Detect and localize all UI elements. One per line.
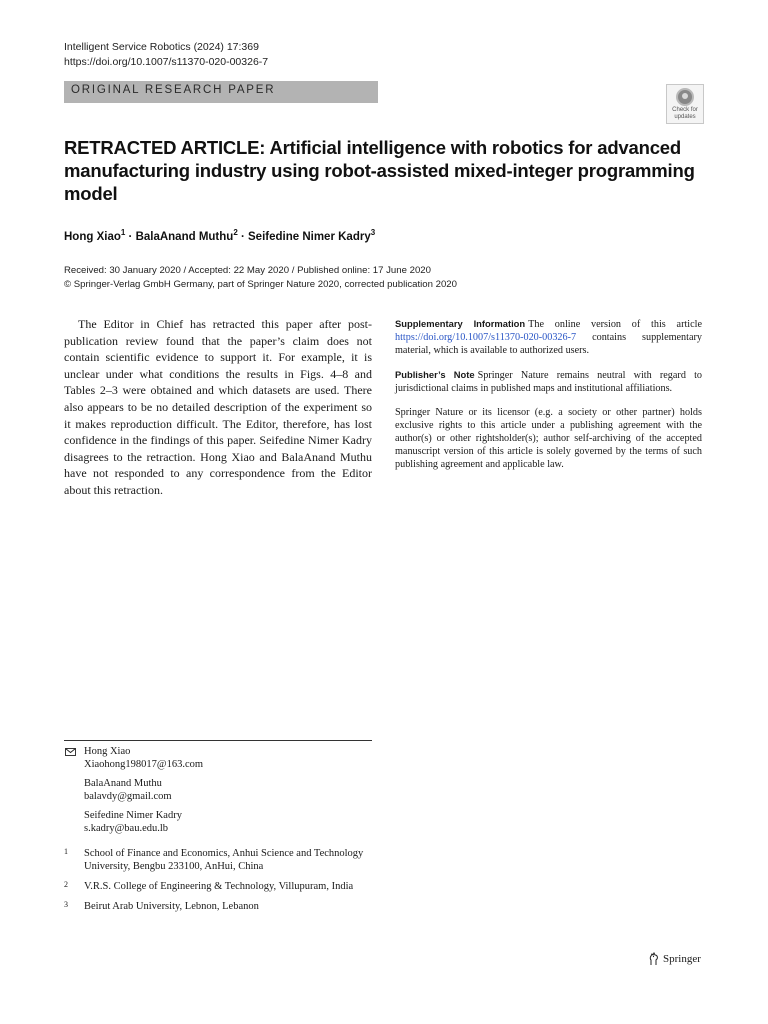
supplementary-label: Supplementary Information [395,318,526,329]
paper-type-label: ORIGINAL RESEARCH PAPER [71,84,276,96]
article-title: RETRACTED ARTICLE: Artificial intelligence with robotics for advanced manufacturing industry using robot-assisted mixed-integer programming model [64,137,695,204]
check-for-updates-icon [676,88,694,106]
journal-citation: Intelligent Service Robotics (2024) 17:369 [64,41,259,53]
contact-email[interactable]: balavdy@gmail.com [84,791,172,802]
rights-statement: Springer Nature or its licensor (e.g. a society or other partner) holds exclusive rights to this article under a publishing agreement with the author(s) or other rightsholder(s); author self-archiving of the accepted manuscript version of this article is solely governed by the terms of such publishing agreement and applicable law. [395,407,702,470]
affiliation-number: 1 [64,847,68,856]
publishers-note-label: Publisher’s Note [395,369,475,380]
affiliation [64,900,374,913]
contact-email[interactable]: s.kadry@bau.edu.lb [84,823,169,834]
supplementary-link[interactable]: https://doi.org/10.1007/s11370-020-00326-7 [395,332,577,343]
paper-type-banner [64,81,378,103]
publishers-note: Publisher’s Note Springer Nature remains neutral with regard to jurisdictional claims in published maps and institutional affiliations. [395,369,703,394]
publication-dates: Received: 30 January 2020 / Accepted: 22 May 2020 / Published online: 17 June 2020 [64,265,431,276]
author-separator: · [125,230,136,243]
copyright-line: © Springer-Verlag GmbH Germany, part of Springer Nature 2020, corrected publication 2020 [64,279,457,290]
publisher-name: Springer [663,953,701,965]
affiliation-text: V.R.S. College of Engineering & Technology, Villupuram, India [84,881,354,892]
author-list [64,228,375,243]
author-contact [64,777,374,803]
affiliation [64,847,374,873]
author-affil-marker: 3 [370,228,376,237]
author-affil-marker: 2 [233,228,238,237]
author-name[interactable]: Seifedine Nimer Kadry [248,230,371,243]
article-doi[interactable]: https://doi.org/10.1007/s11370-020-00326-7 [64,56,269,68]
contact-name: Hong Xiao [84,746,131,757]
author-separator: · [237,230,248,243]
footnote-divider [64,740,372,741]
affiliation-text: Beirut Arab University, Lebnon, Lebanon [84,901,259,912]
affiliation-number: 2 [64,880,68,889]
contact-name: BalaAnand Muthu [84,778,162,789]
author-affil-marker: 1 [120,228,126,237]
author-contact [64,809,374,835]
contact-email[interactable]: Xiaohong198017@163.com [84,759,204,770]
envelope-icon [65,748,76,756]
affiliation [64,880,374,893]
retraction-notice: The Editor in Chief has retracted this paper after post-publication review found that the paper’s claim does not contain scientific evidence to support it. For example, it is unclear under what conditions the results in Figs. 4–8 and Tables 2–3 were obtained and which datasets are used. There also appears to be no detailed description of the experiment so it makes reproduction difficult. The Editor, therefore, has lost confidence in the findings of this paper. Seifedine Nimer Kadry disagrees to the retraction. Hong Xiao and BalaAnand Muthu have not responded to any correspondence from the Editor about this retraction. [64,317,372,497]
footnotes [64,745,374,920]
affiliation-number: 3 [64,900,68,909]
author-name[interactable]: Hong Xiao [64,230,121,243]
publication-history [64,264,457,292]
contact-name: Seifedine Nimer Kadry [84,810,182,821]
supplementary-information: Supplementary Information The online version of this article https://doi.org/10.1007/s11370-020-00326-7 contains supplementary material, which is available to authorized users. [395,318,703,356]
springer-horse-icon [648,952,660,966]
affiliation-text: School of Finance and Economics, Anhui Science and Technology University, Bengbu 233100, AnHui, China [84,848,364,872]
journal-header [64,40,268,70]
check-for-updates-button[interactable] [666,84,704,124]
corresponding-author [64,745,374,771]
article-notes [395,317,702,482]
author-name[interactable]: BalaAnand Muthu [135,230,234,243]
springer-logo [648,952,701,966]
check-for-updates-label: Check for updates [672,107,698,120]
